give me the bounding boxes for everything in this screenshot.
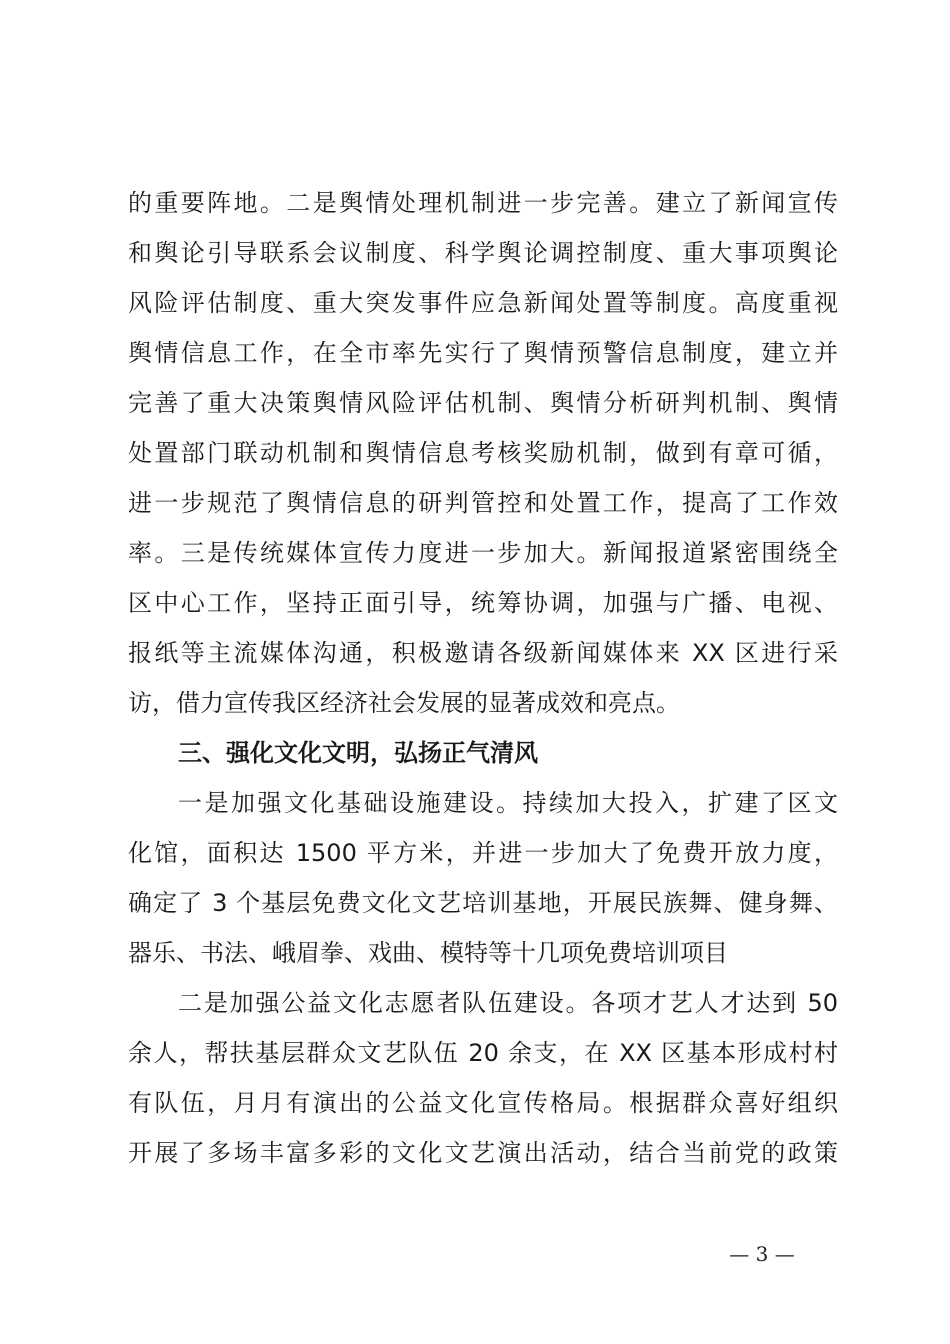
text-line: 和舆论引导联系会议制度、科学舆论调控制度、重大事项舆论	[128, 239, 838, 267]
paragraph-first-line: 一是加强文化基础设施建设。持续加大投入，扩建了区文	[178, 789, 838, 817]
text-line: 进一步规范了舆情信息的研判管控和处置工作，提高了工作效	[128, 489, 838, 517]
text-line: 风险评估制度、重大突发事件应急新闻处置等制度。高度重视	[128, 289, 838, 317]
text-line: 余人，帮扶基层群众文艺队伍 20 余支，在 XX 区基本形成村村	[128, 1039, 838, 1067]
body-text	[128, 178, 838, 1178]
text-line: 舆情信息工作，在全市率先实行了舆情预警信息制度，建立并	[128, 339, 838, 367]
text-line: 确定了 3 个基层免费文化文艺培训基地，开展民族舞、健身舞、	[128, 889, 838, 917]
section-heading: 三、强化文化文明，弘扬正气清风	[178, 739, 538, 767]
text-line: 完善了重大决策舆情风险评估机制、舆情分析研判机制、舆情	[128, 389, 838, 417]
text-line: 开展了多场丰富多彩的文化文艺演出活动，结合当前党的政策	[128, 1139, 838, 1167]
page-number: — 3 —	[729, 1242, 795, 1266]
text-line: 报纸等主流媒体沟通，积极邀请各级新闻媒体来 XX 区进行采	[128, 639, 838, 667]
text-line: 化馆，面积达 1500 平方米，并进一步加大了免费开放力度，	[128, 839, 838, 867]
text-line: 有队伍，月月有演出的公益文化宣传格局。根据群众喜好组织	[128, 1089, 838, 1117]
text-line: 器乐、书法、峨眉拳、戏曲、模特等十几项免费培训项目	[128, 939, 728, 967]
text-line: 率。三是传统媒体宣传力度进一步加大。新闻报道紧密围绕全	[128, 539, 838, 567]
text-line: 的重要阵地。二是舆情处理机制进一步完善。建立了新闻宣传	[128, 189, 838, 217]
text-line: 访，借力宣传我区经济社会发展的显著成效和亮点。	[128, 689, 680, 717]
text-line: 处置部门联动机制和舆情信息考核奖励机制，做到有章可循，	[128, 439, 838, 467]
paragraph-first-line: 二是加强公益文化志愿者队伍建设。各项才艺人才达到 50	[178, 989, 838, 1017]
text-line: 区中心工作，坚持正面引导，统筹协调，加强与广播、电视、	[128, 589, 838, 617]
